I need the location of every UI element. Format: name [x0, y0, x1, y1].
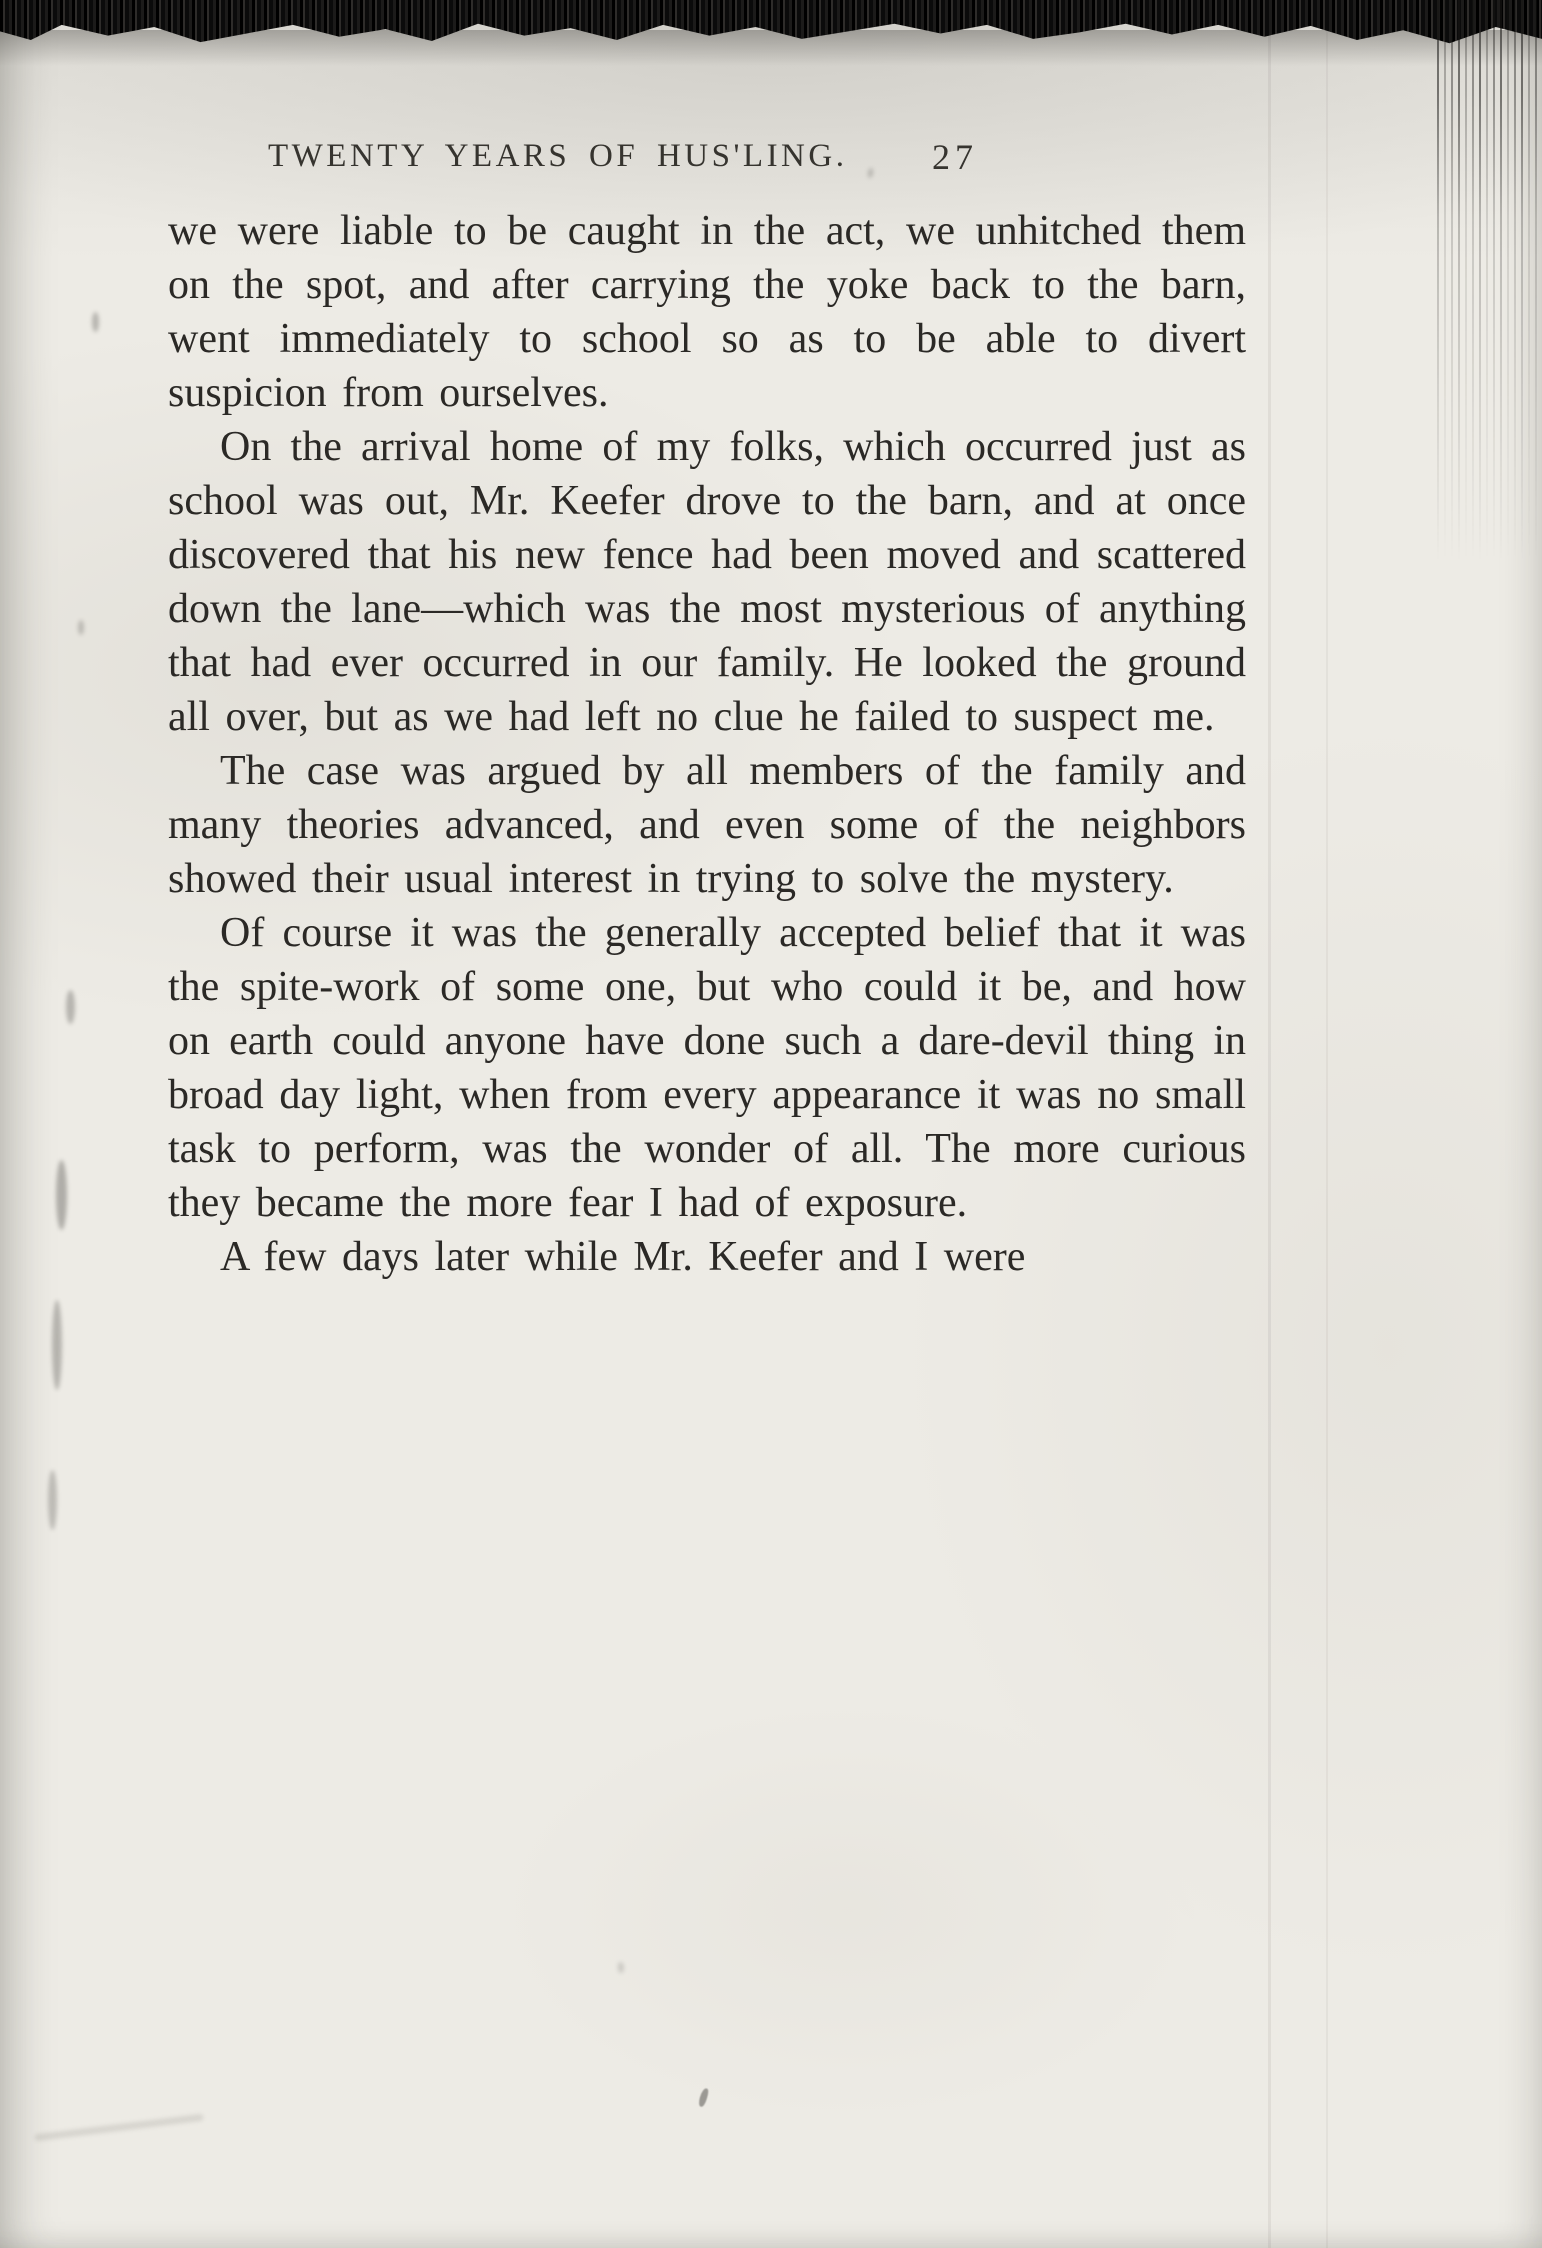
scan-smudge — [66, 990, 75, 1024]
scan-right-edge-streaks — [1432, 0, 1542, 560]
scan-smudge — [78, 620, 84, 635]
scan-smudge — [698, 2087, 710, 2107]
scan-smudge — [52, 1300, 62, 1390]
paragraph: A few days later while Mr. Keefer and I were — [220, 1234, 1026, 1280]
scan-smudge — [618, 1962, 624, 1973]
scan-smudge — [867, 168, 874, 179]
page-number: 27 — [932, 137, 978, 177]
scan-smudge — [48, 1470, 57, 1530]
scan-smudge — [34, 2114, 204, 2142]
scan-crease — [1268, 0, 1271, 2248]
scan-smudge — [56, 1160, 67, 1230]
paragraph: On the arrival home of my folks, which occurred just as school was out, Mr. Keefer drove to the barn, and at once discovered that his new fence had been moved and scattered down the lane—which was the most mysterious of anything that had ever occurred in our family. He looked the ground all over, but as we had left no clue he failed to suspect me. — [168, 424, 1246, 740]
scan-crease — [1326, 0, 1328, 2248]
paragraph: The case was argued by all members of the family and many theories advanced, and even some of the neighbors showed their usual interest in trying to solve the mystery. — [168, 748, 1246, 902]
scan-smudge — [92, 312, 99, 332]
running-header-title: TWENTY YEARS OF HUS'LING. — [268, 138, 848, 174]
text-block — [168, 204, 1246, 1284]
paragraph: Of course it was the generally accepted belief that it was the spite-work of some one, but who could it be, and how on earth could anyone have done such a dare-devil thing in broad day light, when from every appearance it was no small task to perform, was the wonder of all. The more curious they became the more fear I had of exposure. — [168, 910, 1246, 1226]
paragraph: we were liable to be caught in the act, we unhitched them on the spot, and after carrying the yoke back to the barn, went immediately to school so as to be able to divert suspicion from ourselves. — [168, 208, 1246, 416]
